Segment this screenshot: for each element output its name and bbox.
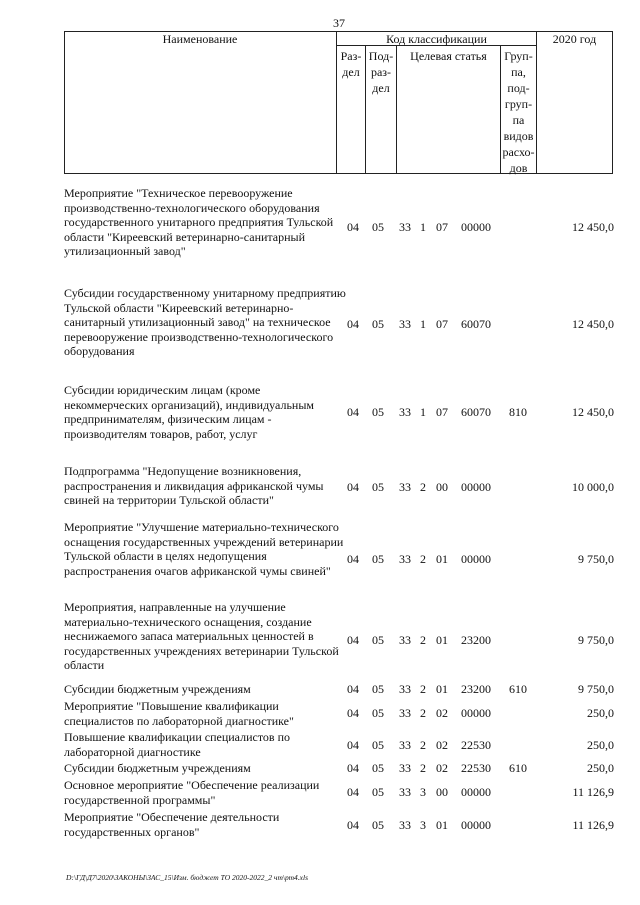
row-target-event: 02: [436, 738, 448, 752]
row-podrazdel: 05: [372, 552, 384, 566]
header-divider: [536, 31, 537, 174]
row-podrazdel: 05: [372, 480, 384, 494]
header-podrazdel: [366, 48, 396, 96]
row-name: Субсидии государственному унитарному предприятию Тульской области "Киреевский ветеринарно-санитарный утилизационный завод" на техническое перевооружение производственно-технологического оборудования: [64, 286, 346, 358]
row-target-direction: 22530: [461, 761, 491, 775]
header-group-line: под-: [507, 81, 530, 95]
row-target-subprogram: 3: [420, 785, 426, 799]
table-row: [64, 778, 619, 810]
header-group-line: Груп-: [504, 49, 533, 63]
row-target-event: 01: [436, 633, 448, 647]
row-name: Субсидии бюджетным учреждениям: [64, 761, 251, 775]
header-razdel-line: Раз-: [340, 49, 362, 63]
row-target-subprogram: 2: [420, 682, 426, 696]
header-podrazdel-line: дел: [372, 81, 390, 95]
header-group-line: па,: [511, 65, 526, 79]
row-target-direction: 00000: [461, 220, 491, 234]
row-razdel: 04: [347, 818, 359, 832]
table-row: [64, 520, 619, 596]
row-target-direction: 23200: [461, 682, 491, 696]
row-target-direction: 00000: [461, 785, 491, 799]
row-razdel: 04: [347, 682, 359, 696]
row-razdel: 04: [347, 706, 359, 720]
table-row: [64, 730, 619, 760]
table-row: [64, 464, 619, 509]
row-amount: 11 126,9: [572, 818, 614, 832]
row-name: Мероприятие "Обеспечение деятельности государственных органов": [64, 810, 280, 839]
row-target-subprogram: 1: [420, 220, 426, 234]
row-name: Мероприятие "Повышение квалификации специалистов по лабораторной диагностике": [64, 699, 294, 728]
row-target-subprogram: 3: [420, 818, 426, 832]
header-name: Наименование: [162, 32, 238, 46]
row-razdel: 04: [347, 317, 359, 331]
header-divider: [396, 46, 397, 174]
row-name: Основное мероприятие "Обеспечение реализации государственной программы": [64, 778, 320, 807]
row-target-direction: 60070: [461, 317, 491, 331]
row-amount: 9 750,0: [578, 682, 614, 696]
row-name: Подпрограмма "Недопущение возникновения, распространения и ликвидация африканской чумы свиней на территории Тульской области": [64, 464, 324, 507]
row-target-event: 07: [436, 317, 448, 331]
row-target-direction: 00000: [461, 552, 491, 566]
row-razdel: 04: [347, 738, 359, 752]
header-podrazdel-line: раз-: [370, 65, 392, 79]
header-classification: Код классификации: [386, 32, 487, 46]
row-target-program: 33: [399, 633, 411, 647]
row-target-subprogram: 2: [420, 633, 426, 647]
row-amount: 250,0: [587, 706, 614, 720]
row-podrazdel: 05: [372, 405, 384, 419]
row-target-direction: 22530: [461, 738, 491, 752]
header-razdel: [337, 48, 365, 80]
row-target-program: 33: [399, 552, 411, 566]
row-target-subprogram: 2: [420, 480, 426, 494]
row-target-program: 33: [399, 738, 411, 752]
row-razdel: 04: [347, 633, 359, 647]
row-name: Мероприятие "Улучшение материально-технического оснащения государственных учреждений ветеринарии Тульской области в целях недопущения распространения очагов африканской чумы свиней": [64, 520, 344, 578]
row-target-event: 02: [436, 761, 448, 775]
table-row: [64, 600, 619, 678]
row-target-direction: 00000: [461, 818, 491, 832]
row-target-event: 01: [436, 682, 448, 696]
file-path-footer: D:\ГД\Д7\2020\ЗАКОНЫ\ЗАС_15\Изм. бюджет ТО 2020-2022_2 чт\рт4.xls: [66, 873, 309, 882]
table-row: [64, 699, 619, 729]
row-target-direction: 00000: [461, 706, 491, 720]
row-amount: 9 750,0: [578, 552, 614, 566]
row-razdel: 04: [347, 785, 359, 799]
row-podrazdel: 05: [372, 738, 384, 752]
header-group: [501, 48, 536, 176]
page-number: 37: [333, 16, 345, 30]
row-target-direction: 23200: [461, 633, 491, 647]
header-group-line: па: [512, 113, 525, 127]
row-amount: 9 750,0: [578, 633, 614, 647]
row-target-program: 33: [399, 818, 411, 832]
row-expense-group: 610: [509, 682, 527, 696]
row-podrazdel: 05: [372, 818, 384, 832]
row-podrazdel: 05: [372, 682, 384, 696]
row-podrazdel: 05: [372, 785, 384, 799]
row-podrazdel: 05: [372, 706, 384, 720]
row-target-event: 07: [436, 220, 448, 234]
header-razdel-line: дел: [342, 65, 360, 79]
header-target-item: Целевая статья: [410, 49, 487, 63]
row-podrazdel: 05: [372, 761, 384, 775]
table-header: [64, 31, 613, 174]
row-amount: 250,0: [587, 761, 614, 775]
row-target-subprogram: 1: [420, 405, 426, 419]
table-row: [64, 286, 619, 361]
header-year: 2020 год: [552, 32, 597, 46]
row-name: Мероприятия, направленные на улучшение материально-технического оснащения, создание неснижаемого запаса материальных ценностей в государственных учреждениях ветеринарии Тульской области: [64, 600, 339, 672]
header-group-line: видов: [503, 129, 534, 143]
row-target-program: 33: [399, 785, 411, 799]
header-group-line: груп-: [504, 97, 533, 111]
row-name: Мероприятие "Техническое перевооружение производственно-технологического оборудования государственного унитарного предприятия Тульской области "Киреевский ветеринарно-санитарный утилизационный завод": [64, 186, 334, 258]
row-target-subprogram: 2: [420, 738, 426, 752]
row-target-event: 07: [436, 405, 448, 419]
row-amount: 12 450,0: [572, 405, 614, 419]
row-target-event: 00: [436, 785, 448, 799]
header-border-right: [612, 31, 613, 174]
row-razdel: 04: [347, 552, 359, 566]
table-row: [64, 186, 619, 256]
row-name: Субсидии бюджетным учреждениям: [64, 682, 251, 696]
row-target-program: 33: [399, 317, 411, 331]
row-target-program: 33: [399, 220, 411, 234]
row-target-direction: 60070: [461, 405, 491, 419]
row-amount: 12 450,0: [572, 220, 614, 234]
row-target-program: 33: [399, 480, 411, 494]
row-target-event: 01: [436, 818, 448, 832]
row-target-program: 33: [399, 405, 411, 419]
row-podrazdel: 05: [372, 220, 384, 234]
row-name: Субсидии юридическим лицам (кроме некоммерческих организаций), индивидуальным предпринимателям, физическим лицам - производителям товаров, работ, услуг: [64, 383, 314, 441]
row-target-program: 33: [399, 706, 411, 720]
table-row: [64, 761, 619, 777]
row-amount: 11 126,9: [572, 785, 614, 799]
row-target-subprogram: 2: [420, 706, 426, 720]
row-name: Повышение квалификации специалистов по лабораторной диагностике: [64, 730, 291, 759]
row-amount: 12 450,0: [572, 317, 614, 331]
row-target-direction: 00000: [461, 480, 491, 494]
row-expense-group: 810: [509, 405, 527, 419]
header-podrazdel-line: Под-: [368, 49, 394, 63]
row-target-program: 33: [399, 761, 411, 775]
row-target-subprogram: 2: [420, 552, 426, 566]
row-target-event: 02: [436, 706, 448, 720]
row-razdel: 04: [347, 480, 359, 494]
table-row: [64, 810, 619, 842]
row-target-event: 01: [436, 552, 448, 566]
row-razdel: 04: [347, 220, 359, 234]
row-podrazdel: 05: [372, 317, 384, 331]
row-target-event: 00: [436, 480, 448, 494]
row-amount: 10 000,0: [572, 480, 614, 494]
table-row: [64, 383, 619, 443]
row-amount: 250,0: [587, 738, 614, 752]
row-podrazdel: 05: [372, 633, 384, 647]
row-target-program: 33: [399, 682, 411, 696]
row-razdel: 04: [347, 761, 359, 775]
row-target-subprogram: 1: [420, 317, 426, 331]
row-razdel: 04: [347, 405, 359, 419]
table-row: [64, 682, 619, 698]
header-group-line: расхо-: [502, 145, 535, 159]
header-border-left: [64, 31, 65, 174]
row-target-subprogram: 2: [420, 761, 426, 775]
row-expense-group: 610: [509, 761, 527, 775]
header-group-line: дов: [509, 161, 528, 175]
